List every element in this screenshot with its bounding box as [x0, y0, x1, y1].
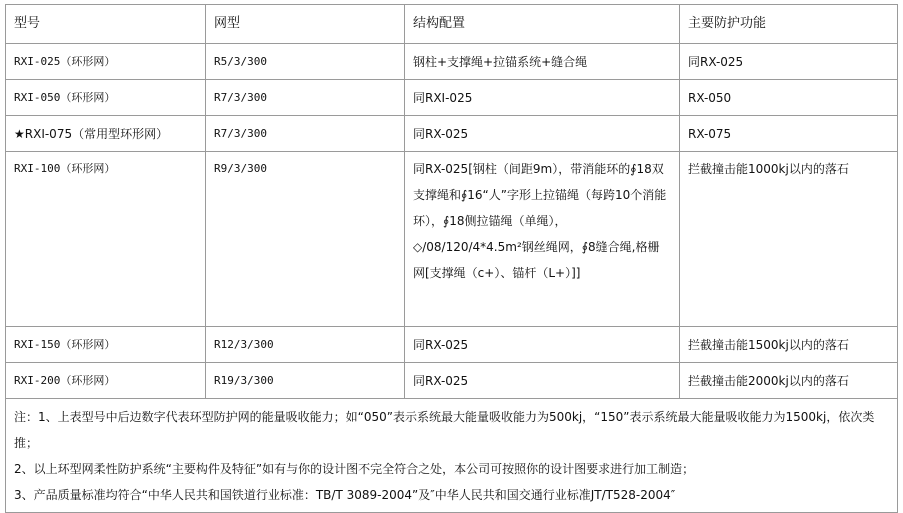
cell-function: 拦截撞击能1500kj以内的落石: [680, 327, 898, 363]
cell-function: RX-050: [680, 80, 898, 116]
header-function: 主要防护功能: [680, 5, 898, 44]
cell-function: RX-075: [680, 116, 898, 152]
spec-table: [5, 4, 898, 513]
table-row: [6, 44, 898, 80]
cell-function: 拦截撞击能1000kj以内的落石: [680, 152, 898, 327]
cell-model: RXI-150（环形网）: [6, 327, 206, 363]
cell-net: R5/3/300: [206, 44, 405, 80]
table-row: [6, 116, 898, 152]
header-model: 型号: [6, 5, 206, 44]
cell-config: 同RX-025[钢柱（间距9m），带消能环的∮18双支撑绳和∮16“人”字形上拉锚绳（每跨10个消能环），∮18侧拉锚绳（单绳），◇/08/120/4*4.5m²钢丝绳网，∮8缝合绳,格栅网[支撑绳（c+）、锚杆（L+）]]: [405, 152, 680, 327]
cell-net: R19/3/300: [206, 363, 405, 399]
cell-model: RXI-200（环形网）: [6, 363, 206, 399]
cell-config: 同RX-025: [405, 363, 680, 399]
cell-model: ★RXI-075（常用型环形网）: [6, 116, 206, 152]
cell-function: 拦截撞击能2000kj以内的落石: [680, 363, 898, 399]
cell-net: R9/3/300: [206, 152, 405, 327]
header-net: 网型: [206, 5, 405, 44]
cell-model: RXI-050（环形网）: [6, 80, 206, 116]
cell-net: R7/3/300: [206, 80, 405, 116]
cell-model: RXI-025（环形网）: [6, 44, 206, 80]
cell-config: 同RXI-025: [405, 80, 680, 116]
table-row: [6, 80, 898, 116]
note-3: 3、产品质量标准均符合“中华人民共和国铁道行业标准：TB/T 3089-2004”及″中华人民共和国交通行业标准JT/T528-2004″: [14, 487, 676, 502]
cell-model: RXI-100（环形网）: [6, 152, 206, 327]
header-config: 结构配置: [405, 5, 680, 44]
note-2: 2、以上环型网柔性防护系统“主要构件及特征”如有与你的设计图不完全符合之处，本公司可按照你的设计图要求进行加工制造；: [14, 461, 695, 476]
table-row: [6, 327, 898, 363]
table-row: [6, 152, 898, 327]
cell-net: R12/3/300: [206, 327, 405, 363]
cell-function: 同RX-025: [680, 44, 898, 80]
table-row: [6, 363, 898, 399]
note-1: 注：1、上表型号中后边数字代表环型防护网的能量吸收能力；如“050”表示系统最大能量吸收能力为500kj，“150”表示系统最大能量吸收能力为1500kj，依次类推；: [14, 409, 875, 450]
cell-net: R7/3/300: [206, 116, 405, 152]
notes-row: [6, 399, 898, 513]
cell-config: 同RX-025: [405, 116, 680, 152]
cell-config: 钢柱+支撑绳+拉锚系统+缝合绳: [405, 44, 680, 80]
table-header-row: [6, 5, 898, 44]
cell-config: 同RX-025: [405, 327, 680, 363]
notes-cell: [6, 399, 898, 513]
